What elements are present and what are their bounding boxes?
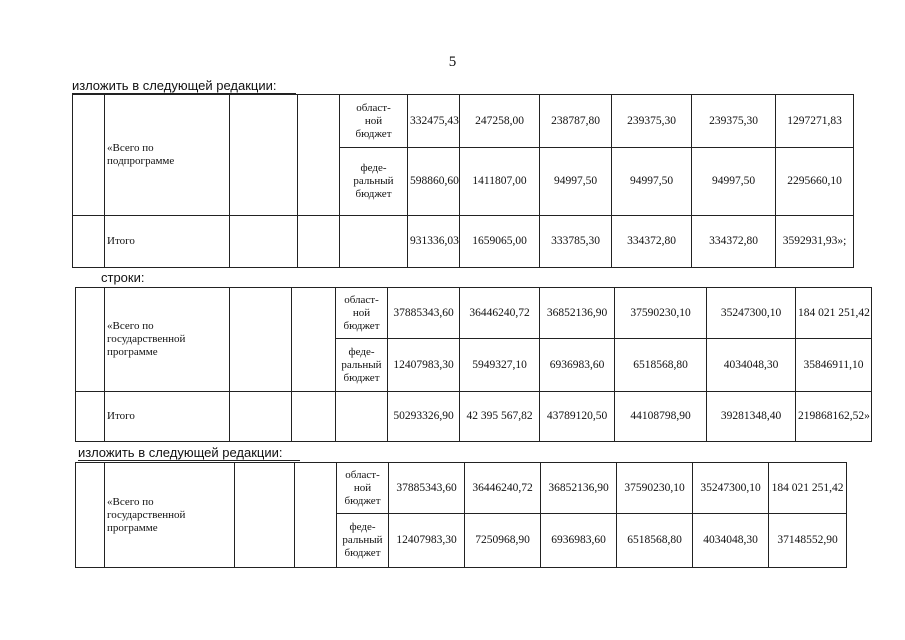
value-cell: 184 021 251,42 (796, 288, 872, 339)
value-cell: 37590230,10 (617, 463, 693, 514)
total-label: Итого (105, 216, 230, 268)
value-cell: 37885343,60 (389, 463, 465, 514)
value-cell: 35247300,10 (693, 463, 769, 514)
total-value: 39281348,40 (707, 392, 796, 442)
value-cell: 37148552,90 (769, 514, 847, 568)
blank-cell (73, 95, 105, 216)
blank-cell (73, 216, 105, 268)
value-cell: 239375,30 (692, 95, 776, 148)
value-cell: 12407983,30 (389, 514, 465, 568)
value-cell: 1411807,00 (460, 148, 540, 216)
total-value: 1659065,00 (460, 216, 540, 268)
fund-source-regional: област- ной бюджет (340, 95, 408, 148)
value-cell: 1297271,83 (776, 95, 854, 148)
total-value: 50293326,90 (388, 392, 460, 442)
fund-source-federal: феде- ральный бюджет (337, 514, 389, 568)
blank-cell (292, 288, 336, 392)
group-label: «Всего по государственной программе (105, 463, 235, 568)
value-cell: 94997,50 (692, 148, 776, 216)
fund-source-federal: феде- ральный бюджет (336, 339, 388, 392)
program-total-table-current (75, 287, 905, 442)
blank-cell (235, 463, 295, 568)
heading-underline-2 (78, 460, 300, 461)
value-cell: 6518568,80 (617, 514, 693, 568)
value-cell: 36852136,90 (540, 288, 615, 339)
value-cell: 6936983,60 (540, 339, 615, 392)
total-label: Итого (105, 392, 230, 442)
page-number: 5 (448, 54, 457, 70)
table-row (76, 463, 905, 514)
value-cell: 36446240,72 (460, 288, 540, 339)
blank-cell (298, 95, 340, 216)
value-cell: 36446240,72 (465, 463, 541, 514)
value-cell: 598860,60 (408, 148, 460, 216)
blank-cell (230, 288, 292, 392)
total-value: 333785,30 (540, 216, 612, 268)
total-value: 219868162,52» (796, 392, 872, 442)
value-cell: 37590230,10 (615, 288, 707, 339)
value-cell: 238787,80 (540, 95, 612, 148)
total-row (76, 392, 905, 442)
value-cell: 6936983,60 (541, 514, 617, 568)
program-total-table-new (75, 462, 905, 568)
total-row (73, 216, 905, 268)
value-cell: 6518568,80 (615, 339, 707, 392)
value-cell: 5949327,10 (460, 339, 540, 392)
group-label: «Всего по государственной программе (105, 288, 230, 392)
fund-source-regional: област- ной бюджет (336, 288, 388, 339)
total-value: 3592931,93»; (776, 216, 854, 268)
total-value: 334372,80 (612, 216, 692, 268)
value-cell: 12407983,30 (388, 339, 460, 392)
total-value: 43789120,50 (540, 392, 615, 442)
blank-cell (295, 463, 337, 568)
blank-cell (298, 216, 340, 268)
value-cell: 35846911,10 (796, 339, 872, 392)
value-cell: 37885343,60 (388, 288, 460, 339)
value-cell: 332475,43 (408, 95, 460, 148)
blank-cell (76, 463, 105, 568)
value-cell: 36852136,90 (541, 463, 617, 514)
blank-cell (340, 216, 408, 268)
total-value: 44108798,90 (615, 392, 707, 442)
value-cell: 4034048,30 (707, 339, 796, 392)
value-cell: 2295660,10 (776, 148, 854, 216)
blank-cell (76, 288, 105, 392)
value-cell: 4034048,30 (693, 514, 769, 568)
table-row (73, 95, 905, 148)
value-cell: 94997,50 (612, 148, 692, 216)
value-cell: 94997,50 (540, 148, 612, 216)
blank-cell (336, 392, 388, 442)
table-row (76, 288, 905, 339)
total-value: 931336,03 (408, 216, 460, 268)
blank-cell (230, 216, 298, 268)
heading-amend-1: изложить в следующей редакции: (72, 78, 277, 93)
fund-source-federal: феде- ральный бюджет (340, 148, 408, 216)
blank-cell (230, 95, 298, 216)
value-cell: 7250968,90 (465, 514, 541, 568)
value-cell: 239375,30 (612, 95, 692, 148)
value-cell: 35247300,10 (707, 288, 796, 339)
heading-amend-2: изложить в следующей редакции: (78, 445, 283, 460)
blank-cell (230, 392, 292, 442)
value-cell: 247258,00 (460, 95, 540, 148)
group-label: «Всего по подпрограмме (105, 95, 230, 216)
total-value: 42 395 567,82 (460, 392, 540, 442)
subprogram-total-table (72, 94, 905, 268)
blank-cell (292, 392, 336, 442)
total-value: 334372,80 (692, 216, 776, 268)
blank-cell (76, 392, 105, 442)
heading-lines: строки: (101, 270, 145, 285)
fund-source-regional: област- ной бюджет (337, 463, 389, 514)
value-cell: 184 021 251,42 (769, 463, 847, 514)
